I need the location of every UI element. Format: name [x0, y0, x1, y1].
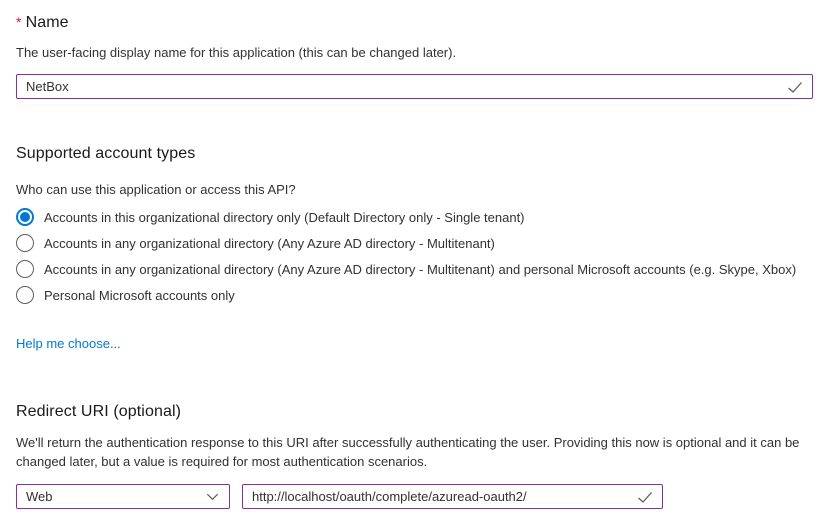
account-types-title: Supported account types	[16, 145, 196, 162]
valid-checkmark-icon	[787, 79, 803, 95]
platform-selected-value: Web	[26, 489, 53, 504]
chevron-down-icon	[205, 489, 220, 504]
name-section-title	[16, 12, 813, 33]
radio-button-icon[interactable]	[16, 286, 34, 304]
redirect-uri-section	[16, 401, 813, 509]
radio-button-icon[interactable]	[16, 260, 34, 278]
name-section	[16, 12, 813, 99]
account-types-question: Who can use this application or access this API?	[16, 182, 296, 197]
account-types-radio-group	[16, 208, 813, 304]
radio-option-multitenant[interactable]	[16, 234, 813, 252]
radio-option-label: Personal Microsoft accounts only	[44, 287, 235, 303]
name-description: The user-facing display name for this application (this can be changed later).	[16, 45, 457, 60]
required-asterisk: *	[16, 14, 22, 30]
name-input-container	[16, 74, 813, 99]
redirect-uri-input[interactable]	[252, 489, 629, 504]
radio-button-icon[interactable]	[16, 234, 34, 252]
name-title-text: Name	[25, 14, 69, 31]
redirect-uri-input-container	[242, 484, 663, 509]
help-me-choose-link[interactable]: Help me choose...	[16, 336, 121, 351]
redirect-uri-description: We'll return the authentication response to this URI after successfully authenticating the user. Providing this now is optional and it can be changed later, but a value is required for most authentication scenarios.	[16, 435, 800, 469]
radio-button-icon[interactable]	[16, 208, 34, 226]
radio-option-multitenant-personal[interactable]	[16, 260, 813, 278]
platform-select-dropdown[interactable]	[16, 484, 230, 509]
redirect-uri-controls	[16, 484, 813, 509]
radio-option-personal-only[interactable]	[16, 286, 813, 304]
radio-option-label: Accounts in any organizational directory (Any Azure AD directory - Multitenant)	[44, 235, 495, 251]
name-input[interactable]	[26, 79, 779, 94]
radio-option-label: Accounts in this organizational directory only (Default Directory only - Single tenant)	[44, 209, 525, 225]
account-types-section	[16, 143, 813, 353]
radio-option-single-tenant[interactable]	[16, 208, 813, 226]
valid-checkmark-icon	[637, 489, 653, 505]
redirect-uri-title: Redirect URI (optional)	[16, 403, 182, 420]
radio-option-label: Accounts in any organizational directory (Any Azure AD directory - Multitenant) and personal Microsoft accounts (e.g. Skype, Xbox)	[44, 261, 797, 277]
